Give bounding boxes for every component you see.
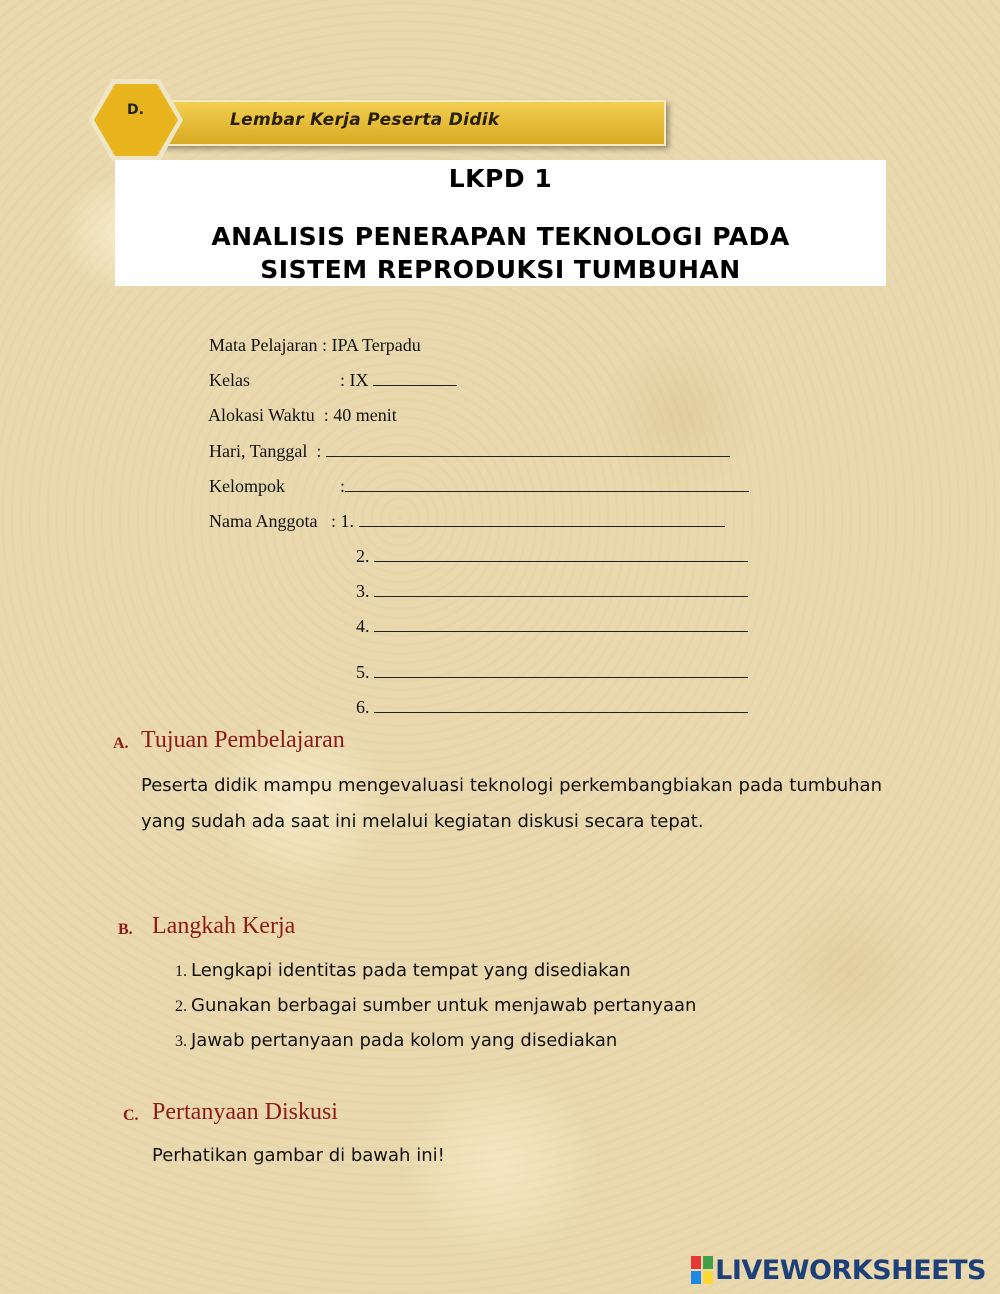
member-number-2: 2. <box>356 546 370 566</box>
group-blank-row: : <box>331 455 749 497</box>
group-label: Kelompok <box>209 476 285 496</box>
step-text: Jawab pertanyaan pada kolom yang disediakan <box>191 1030 618 1051</box>
section-c-letter: C. <box>123 1107 139 1124</box>
members-row: Nama Anggota : 1. <box>200 490 725 532</box>
class-value: IX <box>349 370 369 390</box>
section-c-title: Pertanyaan Diskusi <box>152 1099 338 1125</box>
date-row: Hari, Tanggal : <box>200 420 730 462</box>
title-line-1: ANALISIS PENERAPAN TEKNOLOGI PADA <box>211 222 790 251</box>
time-row: Alokasi Waktu : 40 menit <box>208 405 397 425</box>
hexagon-badge <box>86 76 186 164</box>
members-label: Nama Anggota <box>209 511 318 531</box>
title-box <box>115 160 886 286</box>
section-a-title: Tujuan Pembelajaran <box>141 727 345 753</box>
section-b-letter: B. <box>118 921 133 938</box>
step-item-3 <box>175 1030 617 1051</box>
time-value: 40 menit <box>333 405 397 425</box>
member-number-1: 1. <box>340 511 354 531</box>
step-number: 1. <box>175 963 187 980</box>
member-number-4: 4. <box>356 616 370 636</box>
liveworksheets-logo-icon <box>691 1256 713 1284</box>
step-text: Lengkapi identitas pada tempat yang disediakan <box>191 960 631 981</box>
member-row-6 <box>347 676 748 718</box>
liveworksheets-logo-text: LIVEWORKSHEETS <box>715 1254 986 1286</box>
step-item-1 <box>175 960 631 981</box>
section-b-title: Langkah Kerja <box>152 913 296 939</box>
badge-letter: D. <box>127 102 144 118</box>
date-label: Hari, Tanggal <box>209 441 308 461</box>
section-a-letter: A. <box>113 735 129 752</box>
section-c-text: Perhatikan gambar di bawah ini! <box>152 1145 445 1166</box>
class-value-row: : IX <box>331 349 457 391</box>
liveworksheets-logo[interactable] <box>691 1254 986 1286</box>
member-blank-4[interactable] <box>374 617 748 632</box>
step-number: 2. <box>175 998 187 1015</box>
member-number-5: 5. <box>356 662 370 682</box>
member-number-3: 3. <box>356 581 370 601</box>
member-blank-6[interactable] <box>374 698 748 713</box>
step-text: Gunakan berbagai sumber untuk menjawab pertanyaan <box>191 995 697 1016</box>
member-row-4 <box>347 595 748 637</box>
step-number: 3. <box>175 1033 187 1050</box>
time-label: Alokasi Waktu <box>208 405 315 425</box>
title-line-2: SISTEM REPRODUKSI TUMBUHAN <box>260 255 741 284</box>
lkpd-number: LKPD 1 <box>448 164 553 193</box>
subject-value: IPA Terpadu <box>331 335 421 355</box>
subject-label: Mata Pelajaran <box>209 335 318 355</box>
subject-row: Mata Pelajaran : IPA Terpadu <box>209 335 421 355</box>
class-label: Kelas <box>209 370 250 390</box>
section-a-text: Peserta didik mampu mengevaluasi teknologi perkembangbiakan pada tumbuhan yang sudah ada saat ini melalui kegiatan diskusi secara tepat. <box>141 775 882 832</box>
banner-label: Lembar Kerja Peserta Didik <box>230 110 500 130</box>
step-item-2 <box>175 995 696 1016</box>
member-number-6: 6. <box>356 697 370 717</box>
